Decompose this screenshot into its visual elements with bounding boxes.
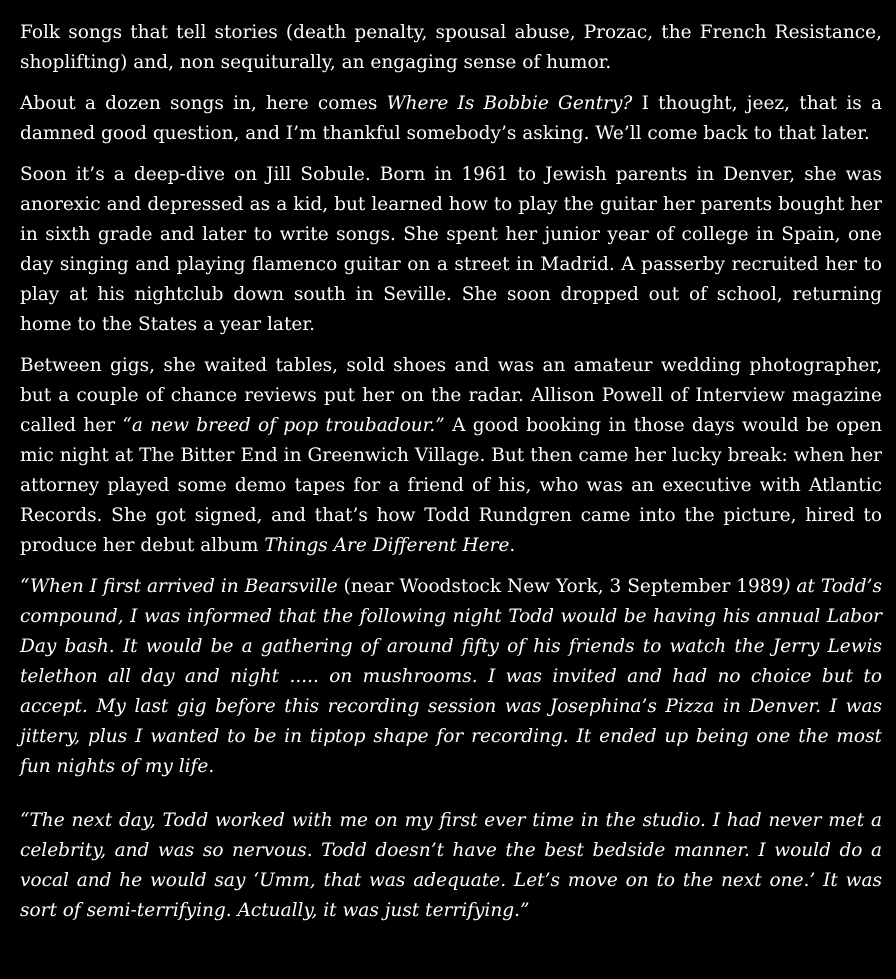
paragraph-deep-dive: Soon it’s a deep-dive on Jill Sobule. Born in 1961 to Jewish parents in Denver, she was anorexic and depressed as a kid, but learned how to play the guitar her parents bought her in sixth grade and later to write songs. She spent her junior year of college in Spain, one day singing and playing flamenco guitar on a street in Madrid. A passerby recruited her to play at his nightclub down south in Seville. She soon dropped out of school, returning home to the States a year later. <box>20 164 882 335</box>
review-quote: “a new breed of pop troubadour.” <box>122 415 445 436</box>
paragraph-folk-songs: Folk songs that tell stories (death penalty, spousal abuse, Prozac, the French Resistance, shoplifting) and, non sequiturally, an engaging sense of humor. <box>20 22 882 73</box>
paragraph-between-gigs-end: . <box>509 535 516 556</box>
paragraph-bobbie-gentry <box>20 89 882 149</box>
quote-bearsville-rest: ) at Todd’s compound, I was informed that the following night Todd would be having his annual Labor Day bash. It would be a gathering of around fifty of his friends to watch the Jerry Lewis telethon all day and night ..... on mushrooms. I was invited and had no choice but to accept. My last gig before this recording session was Josephina’s Pizza in Denver. I was jittery, plus I wanted to be in tiptop shape for recording. It ended up being one the most fun nights of my life. <box>20 576 882 777</box>
paragraph-between-gigs-middle: A good booking in those days would be open mic night at The Bitter End in Greenwich Village. But then came her lucky break: when her attorney played some demo tapes for a friend of his, who was an executive with Atlantic Records. She got signed, and that’s how Todd Rundgren came into the picture, hired to produce her debut album <box>20 415 882 556</box>
paragraph-bobbie-gentry-start: About a dozen songs in, here comes <box>20 93 387 114</box>
quote-studio: “The next day, Todd worked with me on my first ever time in the studio. I had never met a celebrity, and was so nervous. Todd doesn’t have the best bedside manner. I would do a vocal and he would say ‘Umm, that was adequate. Let’s move on to the next one.’ It was sort of semi-terrifying. Actually, it was just terrifying.” <box>20 810 882 921</box>
quote-bearsville <box>20 572 882 782</box>
quote-bearsville-start: “When I first arrived in Bearsville <box>20 576 344 597</box>
album-title: Things Are Different Here <box>264 535 510 556</box>
paragraph-between-gigs-start: Between gigs, she waited tables, sold shoes and was an amateur wedding photographer, but a couple of chance reviews put her on the radar. Allison Powell of Interview magazine called her <box>20 355 882 436</box>
paragraph-bobbie-gentry-end: I thought, jeez, that is a damned good question, and I’m thankful somebody’s asking. We’ll come back to that later. <box>20 93 882 144</box>
quote-bearsville-aside: (near Woodstock New York, 3 September 1989 <box>343 576 784 597</box>
song-title: Where Is Bobbie Gentry? <box>386 93 633 114</box>
paragraph-between-gigs <box>20 351 882 561</box>
